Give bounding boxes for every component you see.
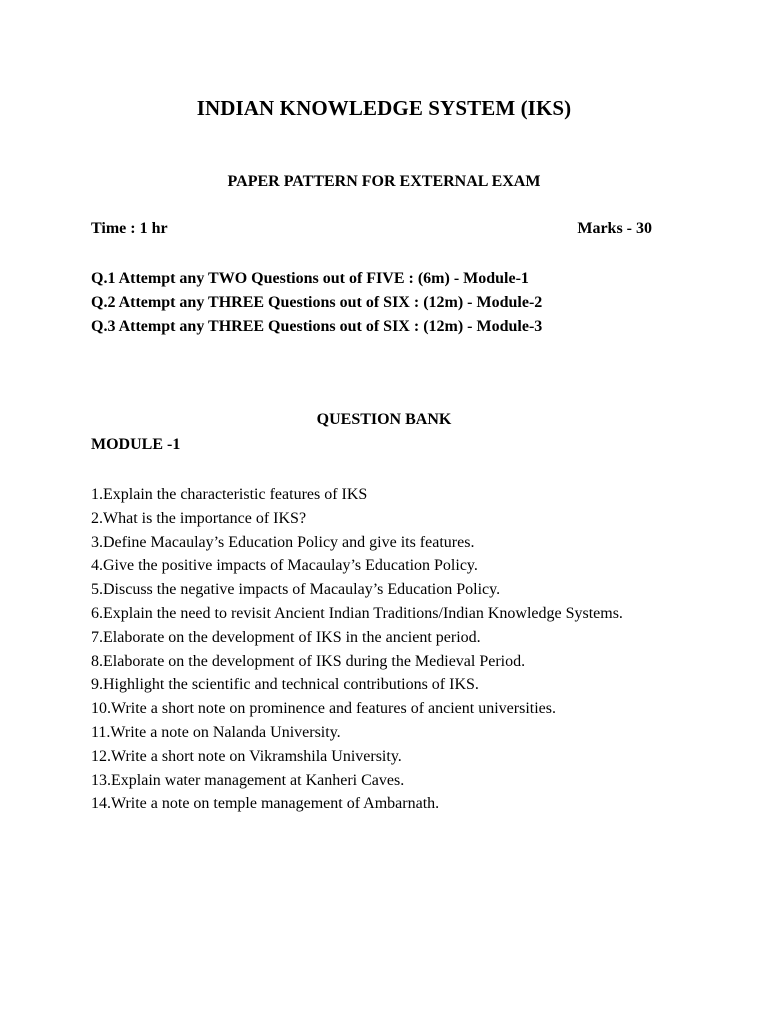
document-title: INDIAN KNOWLEDGE SYSTEM (IKS) bbox=[196, 96, 572, 120]
list-item: 2.What is the importance of IKS? bbox=[91, 509, 307, 527]
document-subtitle: PAPER PATTERN FOR EXTERNAL EXAM bbox=[227, 173, 541, 190]
list-item: 8.Elaborate on the development of IKS during the Medieval Period. bbox=[91, 652, 526, 670]
exam-meta-row bbox=[91, 220, 652, 238]
list-item: 5.Discuss the negative impacts of Macaulay’s Education Policy. bbox=[91, 581, 501, 599]
question-bank-heading: QUESTION BANK bbox=[316, 411, 452, 428]
exam-marks: Marks - 30 bbox=[577, 220, 652, 237]
list-item: 14.Write a note on temple management of Ambarnath. bbox=[91, 795, 440, 813]
pattern-line: Q.3 Attempt any THREE Questions out of SIX : (12m) - Module-3 bbox=[91, 318, 543, 335]
list-item: 10.Write a short note on prominence and features of ancient universities. bbox=[91, 700, 556, 718]
list-item: 3.Define Macaulay’s Education Policy and give its features. bbox=[91, 533, 475, 551]
list-item: 4.Give the positive impacts of Macaulay’s Education Policy. bbox=[91, 557, 478, 575]
list-item: 12.Write a short note on Vikramshila University. bbox=[91, 747, 402, 765]
list-item: 11.Write a note on Nalanda University. bbox=[91, 723, 341, 741]
list-item: 9.Highlight the scientific and technical contributions of IKS. bbox=[91, 676, 479, 694]
pattern-line: Q.2 Attempt any THREE Questions out of SIX : (12m) - Module-2 bbox=[91, 294, 543, 311]
exam-time: Time : 1 hr bbox=[91, 220, 168, 237]
list-item: 1.Explain the characteristic features of IKS bbox=[91, 486, 368, 503]
question-list bbox=[91, 483, 751, 816]
list-item: 7.Elaborate on the development of IKS in the ancient period. bbox=[91, 628, 481, 646]
module-heading: MODULE -1 bbox=[91, 436, 181, 453]
pattern-line: Q.1 Attempt any TWO Questions out of FIVE : (6m) - Module-1 bbox=[91, 270, 529, 287]
list-item: 6.Explain the need to revisit Ancient Indian Traditions/Indian Knowledge Systems. bbox=[91, 604, 623, 622]
paper-pattern bbox=[91, 267, 731, 339]
list-item: 13.Explain water management at Kanheri Caves. bbox=[91, 771, 405, 789]
